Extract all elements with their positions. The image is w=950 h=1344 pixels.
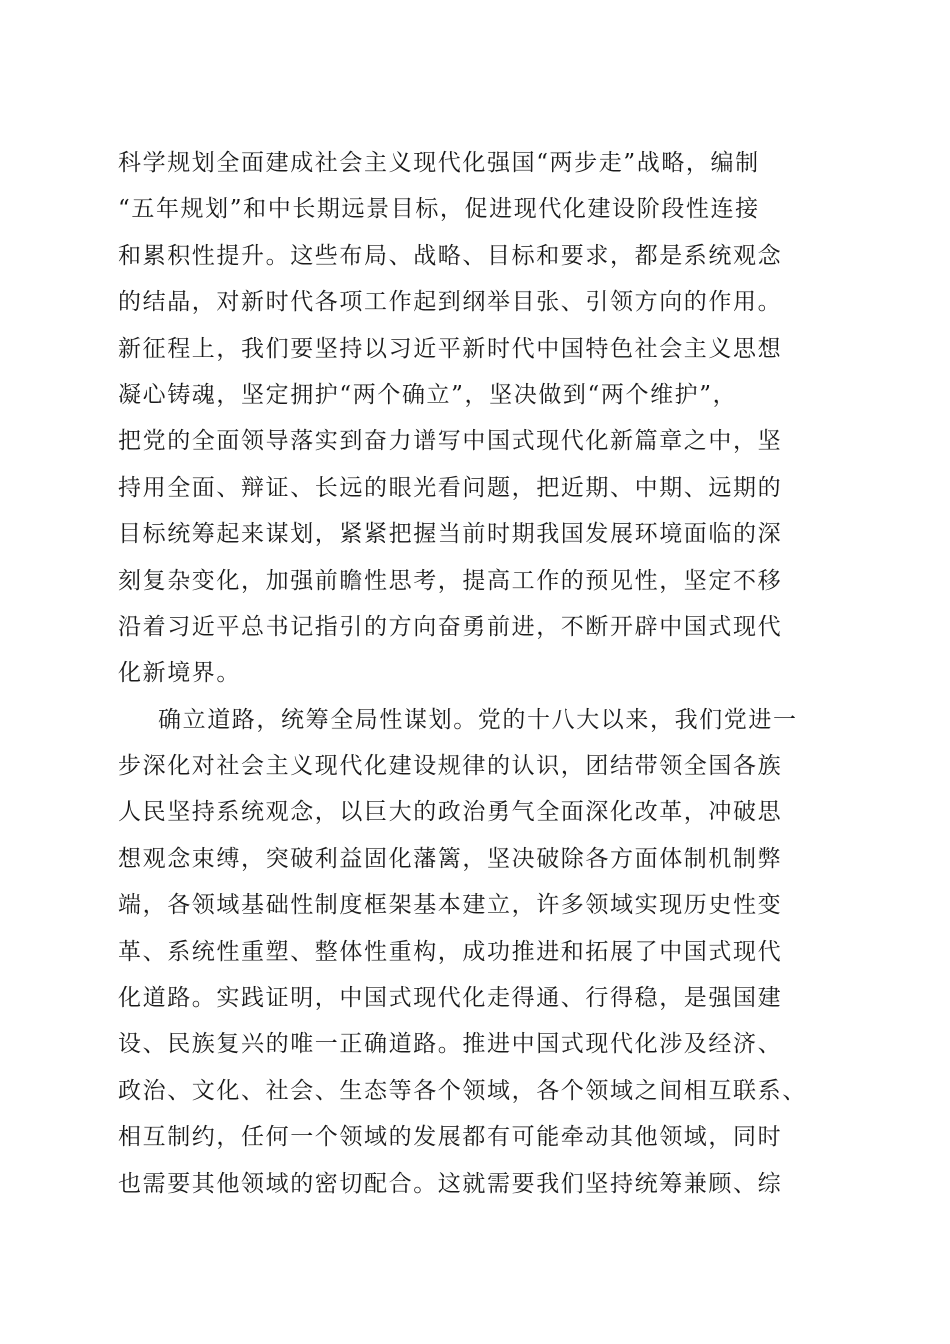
text-line: 刻复杂变化，加强前瞻性思考，提高工作的预见性，坚定不移 xyxy=(118,567,783,594)
text-line: 新征程上，我们要坚持以习近平新时代中国特色社会主义思想 xyxy=(118,335,783,362)
text-line: 的结晶，对新时代各项工作起到纲举目张、引领方向的作用。 xyxy=(118,289,783,316)
text-line: 科学规划全面建成社会主义现代化强国“两步走”战略，编制 xyxy=(118,150,760,176)
text-line: 化新境界。 xyxy=(118,660,241,687)
text-line: 政治、文化、社会、生态等各个领域，各个领域之间相互联系、 xyxy=(118,1077,807,1104)
text-line: 和累积性提升。这些布局、战略、目标和要求，都是系统观念 xyxy=(118,242,783,269)
text-line: 设、民族复兴的唯一正确道路。推进中国式现代化涉及经济、 xyxy=(118,1031,783,1058)
text-line: 革、系统性重塑、整体性重构，成功推进和拓展了中国式现代 xyxy=(118,938,783,965)
text-line: 人民坚持系统观念，以巨大的政治勇气全面深化改革，冲破思 xyxy=(118,799,783,826)
text-line: 也需要其他领域的密切配合。这就需要我们坚持统筹兼顾、综 xyxy=(118,1170,783,1197)
text-line: 端，各领域基础性制度框架基本建立，许多领域实现历史性变 xyxy=(118,892,783,919)
text-line: 步深化对社会主义现代化建设规律的认识，团结带领全国各族 xyxy=(118,753,783,780)
text-line: 化道路。实践证明，中国式现代化走得通、行得稳，是强国建 xyxy=(118,985,783,1012)
paragraph-start-line: 确立道路，统筹全局性谋划。党的十八大以来，我们党进一 xyxy=(158,706,798,733)
text-line: 凝心铸魂，坚定拥护“两个确立”，坚决做到“两个维护”， xyxy=(118,381,738,408)
text-line: 想观念束缚，突破利益固化藩篱，坚决破除各方面体制机制弊 xyxy=(118,845,783,872)
text-line: 持用全面、辩证、长远的眼光看问题，把近期、中期、远期的 xyxy=(118,474,783,501)
text-line: 把党的全面领导落实到奋力谱写中国式现代化新篇章之中，坚 xyxy=(118,428,783,455)
text-line: 相互制约，任何一个领域的发展都有可能牵动其他领域，同时 xyxy=(118,1124,783,1151)
text-line: 目标统筹起来谋划，紧紧把握当前时期我国发展环境面临的深 xyxy=(118,521,783,548)
body-text xyxy=(118,140,838,1207)
text-line: 沿着习近平总书记指引的方向奋勇前进，不断开辟中国式现代 xyxy=(118,613,783,640)
text-line: “五年规划”和中长期远景目标，促进现代化建设阶段性连接 xyxy=(118,196,760,223)
